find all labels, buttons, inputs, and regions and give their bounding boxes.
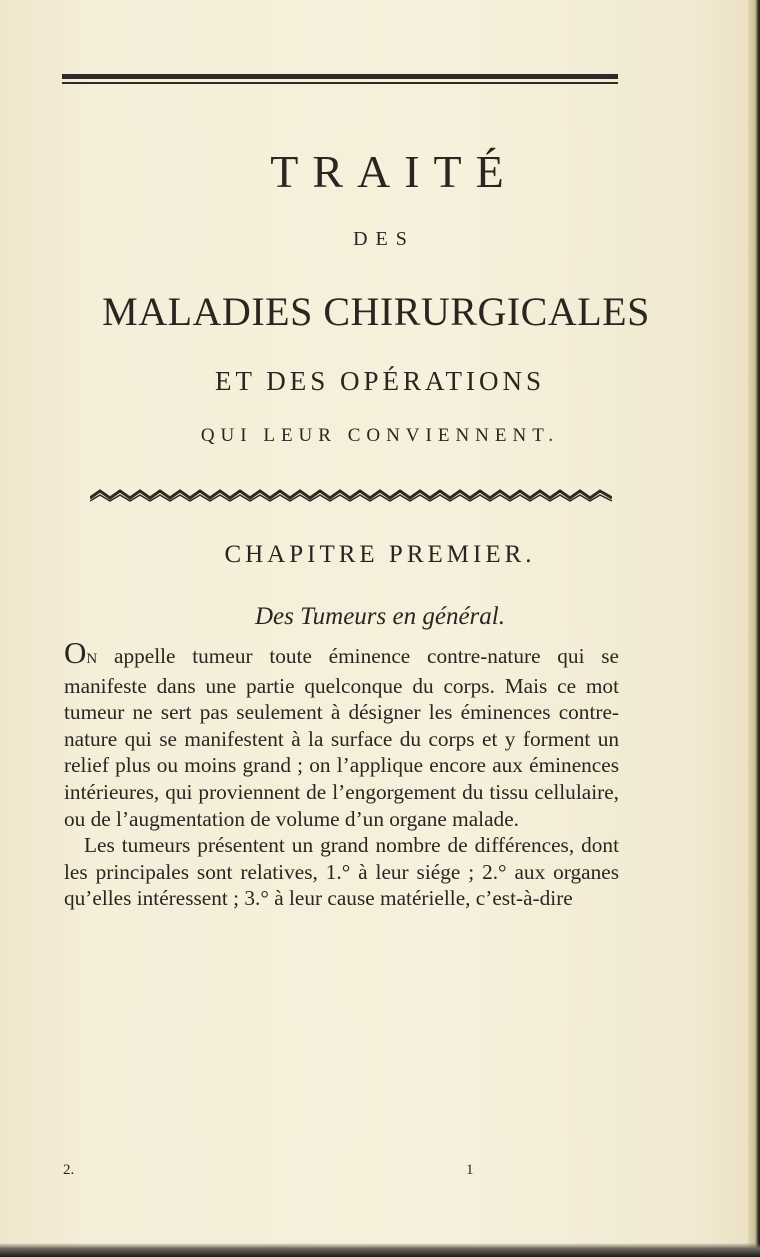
catchword: 1 [466, 1162, 474, 1178]
paragraph-2: Les tumeurs présentent un grand nombre de différences, dont les principales sont relatives, 1.° à leur siége ; 2.° aux organes qu’elles intéressent ; 3.° à leur cause matérielle, c’est-à-dire [64, 833, 619, 911]
drop-cap: O [64, 635, 87, 670]
body-text [64, 635, 619, 912]
ornament-divider [90, 486, 612, 504]
page-bottom-edge [0, 1243, 760, 1257]
chapter-heading: CHAPITRE PREMIER. [224, 541, 536, 568]
header-rule [62, 74, 618, 79]
paragraph-1 [64, 635, 619, 832]
header-rule-thin [62, 82, 618, 84]
title-main: MALADIES CHIRURGICALES [102, 289, 650, 334]
title-qui: QUI LEUR CONVIENNENT. [200, 425, 560, 446]
drop-cap-continuation: N [86, 651, 98, 667]
title-operations: ET DES OPÉRATIONS [214, 366, 546, 396]
signature-mark: 2. [63, 1162, 75, 1178]
title-des: DES [353, 228, 415, 250]
chapter-subheading: Des Tumeurs en général. [255, 603, 505, 630]
book-title: TRAITÉ [270, 146, 518, 197]
paragraph-1-text: appelle tumeur toute éminence contre-nature qui se manifeste dans une partie quelconque du corps. Mais ce mot tumeur ne sert pas seulement à désigner les éminences contre-nature qui se manifestent à la surface du corps et y forment un relief plus ou moins grand ; on l’applique encore aux éminences intérieures, qui proviennent de l’engorgement du tissu cellulaire, ou de l’augmentation de volume d’un organe malade. [64, 644, 619, 831]
